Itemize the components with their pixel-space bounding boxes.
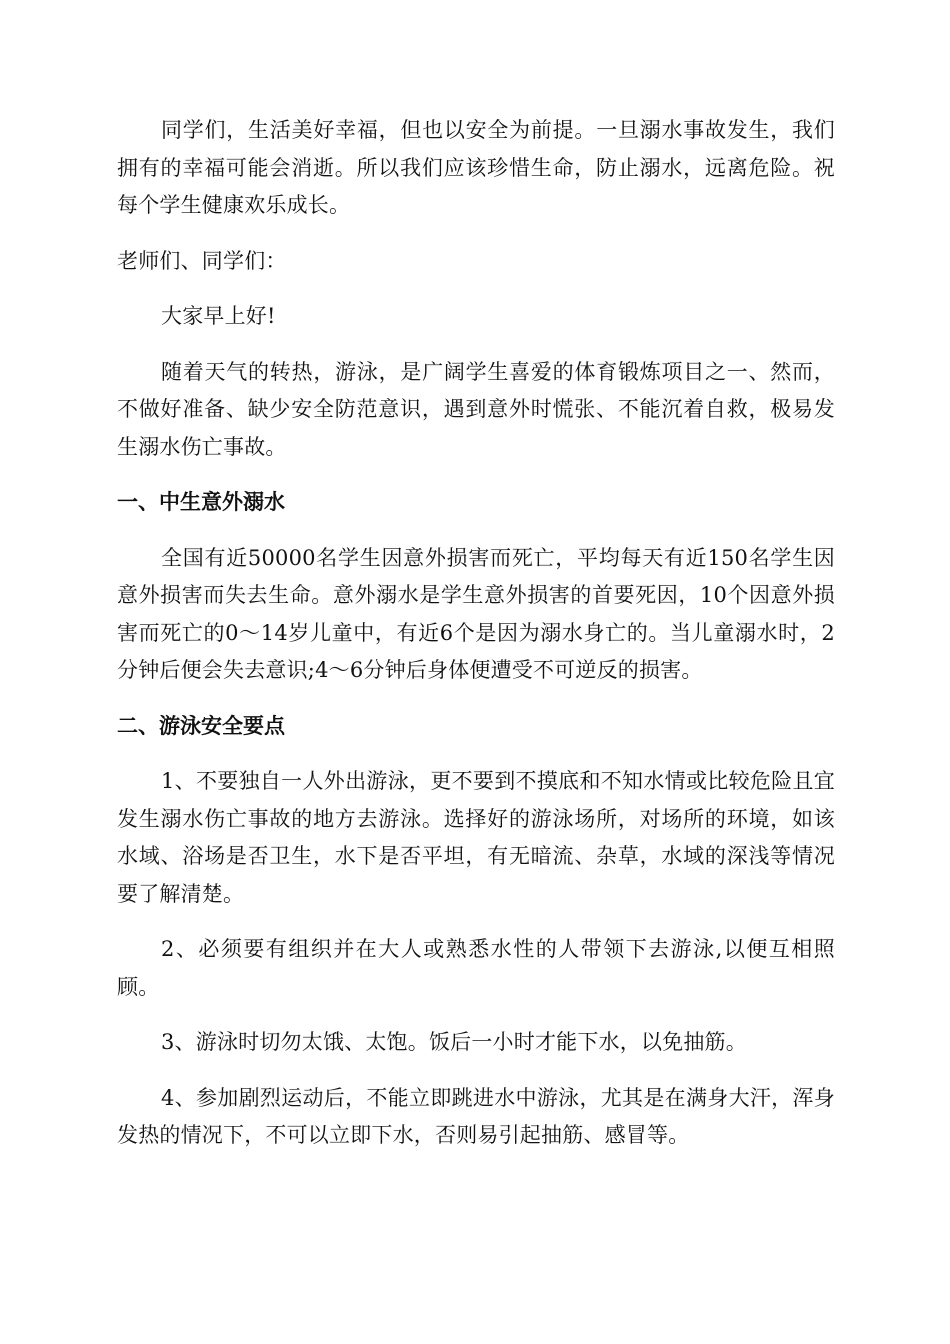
- list-item-safety-point-3: 3、游泳时切勿太饿、太饱。饭后一小时才能下水，以免抽筋。: [161, 1030, 747, 1054]
- list-item-safety-point-1: 1、不要独自一人外出游泳，更不要到不摸底和不知水情或比较危险且宜发生溺水伤亡事故的地方去游泳。选择好的游泳场所，对场所的环境，如该水域、浴场是否卫生，水下是否平坦，有无暗流、杂草，水域的深浅等情况要了解清楚。: [117, 769, 835, 906]
- list-item-safety-point-4: 4、参加剧烈运动后，不能立即跳进水中游泳，尤其是在满身大汗，浑身发热的情况下，不可以立即下水，否则易引起抽筋、感冒等。: [117, 1085, 835, 1147]
- section-heading-accidental-drowning: 一、中生意外溺水: [117, 490, 285, 514]
- salutation: 老师们、同学们：: [117, 248, 287, 273]
- section-heading-swimming-safety: 二、游泳安全要点: [117, 713, 285, 738]
- paragraph-drowning-statistics: 全国有近50000名学生因意外损害而死亡，平均每天有近150名学生因意外损害而失去生命。意外溺水是学生意外损害的首要死因，10个因意外损害而死亡的0～14岁儿童中，有近6个是因为溺水身亡的。当儿童溺水时，2分钟后便会失去意识;4～6分钟后身体便遭受不可逆反的损害。: [117, 545, 835, 682]
- paragraph-introduction: 随着天气的转热，游泳，是广阔学生喜爱的体育锻炼项目之一、然而，不做好准备、缺少安全防范意识，遇到意外时慌张、不能沉着自救，极易发生溺水伤亡事故。: [117, 359, 835, 459]
- greeting: 大家早上好!: [161, 304, 276, 328]
- paragraph-closing-remarks: 同学们，生活美好幸福，但也以安全为前提。一旦溺水事故发生，我们拥有的幸福可能会消逝。所以我们应该珍惜生命，防止溺水，远离危险。祝每个学生健康欢乐成长。: [117, 118, 835, 217]
- list-item-safety-point-2: 2、必须要有组织并在大人或熟悉水性的人带领下去游泳,以便互相照顾。: [117, 937, 835, 999]
